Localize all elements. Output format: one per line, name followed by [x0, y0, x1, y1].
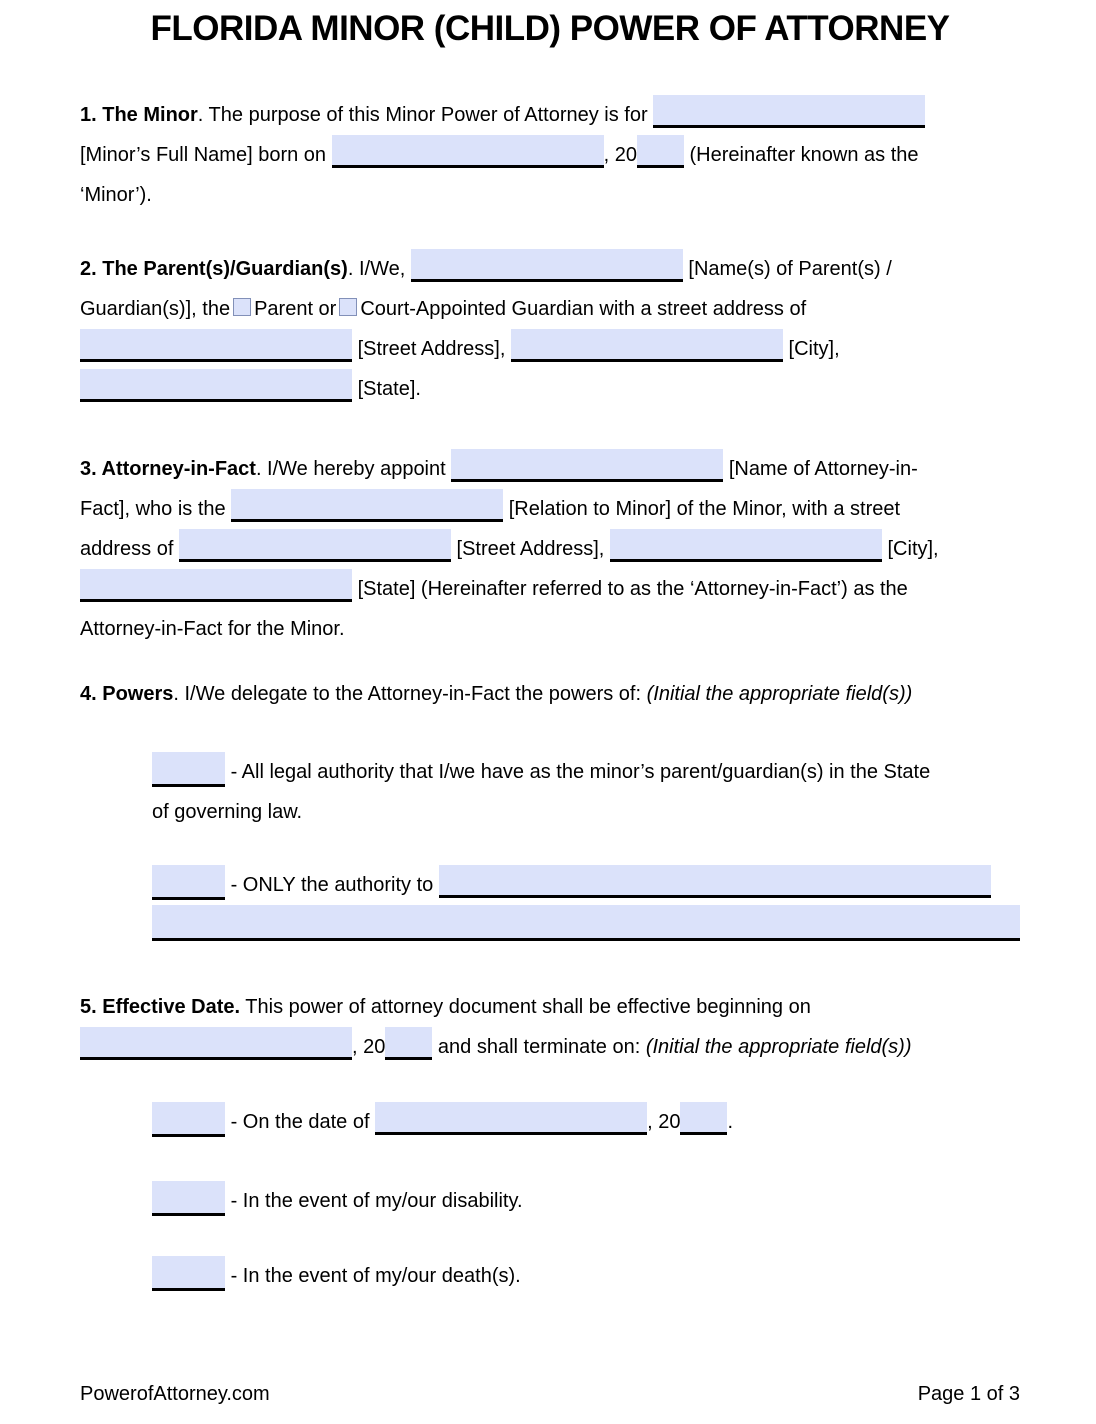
attorney-name-field[interactable] — [451, 449, 723, 482]
text-line — [80, 987, 1020, 1027]
document-title: FLORIDA MINOR (CHILD) POWER OF ATTORNEY — [150, 9, 950, 48]
parent-checkbox[interactable] — [233, 298, 251, 316]
effective-date-field[interactable] — [80, 1027, 352, 1060]
body-text: - In the event of my/our disability. — [230, 1190, 523, 1212]
text-line — [152, 792, 1020, 832]
text-line — [152, 905, 1020, 948]
text-line — [80, 289, 1020, 329]
terminate-date-initial-field[interactable] — [152, 1102, 225, 1137]
body-text: Fact], who is the — [80, 498, 226, 520]
body-text: of governing law. — [152, 801, 303, 823]
text-line — [152, 1102, 1020, 1142]
body-text: , 20 — [352, 1036, 386, 1058]
text-line — [80, 529, 1020, 569]
body-text: Guardian(s)], the — [80, 298, 231, 320]
body-text: Attorney-in-Fact for the Minor. — [80, 618, 345, 640]
body-text: - In the event of my/our death(s). — [230, 1265, 521, 1287]
text-line — [80, 369, 1020, 409]
body-text: [Street Address], — [456, 538, 605, 560]
body-text: . I/We hereby appoint — [255, 458, 446, 480]
terminate-date-field[interactable] — [375, 1102, 647, 1135]
section-the-minor — [80, 95, 1020, 215]
text-line — [80, 569, 1020, 609]
body-text: [Relation to Minor] of the Minor, with a street — [508, 498, 901, 520]
attorney-state-field[interactable] — [80, 569, 352, 602]
court-appointed-guardian-checkbox[interactable] — [339, 298, 357, 316]
body-text: - All legal authority that I/we have as the minor’s parent/guardian(s) in the State — [230, 761, 931, 783]
terminate-option-disability — [152, 1181, 1020, 1221]
body-text: [City], — [887, 538, 939, 560]
text-line — [80, 674, 1020, 714]
text-line — [80, 449, 1020, 489]
only-authority-field[interactable] — [439, 865, 991, 898]
powers-option-all-authority — [152, 752, 1020, 832]
text-line — [80, 135, 1020, 175]
powers-all-initial-field[interactable] — [152, 752, 225, 787]
text-line — [80, 1027, 1020, 1067]
page-indicator: Page 1 of 3 — [917, 1383, 1020, 1405]
text-line — [80, 175, 1020, 215]
text-line — [80, 249, 1020, 289]
body-text: - On the date of — [230, 1111, 370, 1133]
instruction-text: (Initial the appropriate field(s)) — [646, 683, 913, 705]
parents-city-field[interactable] — [511, 329, 783, 362]
body-text: Parent or — [254, 298, 337, 320]
section-heading-minor: 1. The Minor — [80, 104, 198, 126]
section-effective-date — [80, 987, 1020, 1067]
body-text: ‘Minor’). — [80, 184, 152, 206]
minor-birth-date-field[interactable] — [332, 135, 604, 168]
body-text: [City], — [788, 338, 840, 360]
attorney-relation-field[interactable] — [231, 489, 503, 522]
body-text: - ONLY the authority to — [230, 874, 434, 896]
attorney-street-address-field[interactable] — [179, 529, 451, 562]
body-text: , 20 — [603, 144, 637, 166]
body-text: . I/We, — [347, 258, 406, 280]
minor-name-field[interactable] — [653, 95, 925, 128]
body-text: [State]. — [357, 378, 421, 400]
body-text: and shall terminate on: — [437, 1036, 641, 1058]
body-text: This power of attorney document shall be effective beginning on — [245, 996, 811, 1018]
section-heading-effective-date: 5. Effective Date. — [80, 996, 241, 1018]
text-line — [152, 865, 1020, 905]
body-text: (Hereinafter known as the — [689, 144, 919, 166]
minor-birth-year-field[interactable] — [637, 135, 684, 168]
body-text: Court-Appointed Guardian with a street address of — [360, 298, 807, 320]
footer-site-name: PowerofAttorney.com — [80, 1383, 270, 1405]
text-line — [80, 95, 1020, 135]
instruction-text: (Initial the appropriate field(s)) — [645, 1036, 912, 1058]
powers-only-initial-field[interactable] — [152, 865, 225, 900]
text-line — [80, 489, 1020, 529]
body-text: [Name(s) of Parent(s) / — [688, 258, 892, 280]
section-heading-attorney: 3. Attorney-in-Fact — [80, 458, 256, 480]
section-attorney-in-fact — [80, 449, 1020, 649]
body-text: [Minor’s Full Name] born on — [80, 144, 327, 166]
parents-street-address-field[interactable] — [80, 329, 352, 362]
text-line — [152, 1256, 1020, 1296]
body-text: [Street Address], — [357, 338, 506, 360]
body-text: . The purpose of this Minor Power of Attorney is for — [197, 104, 648, 126]
powers-option-only-authority — [152, 865, 1020, 948]
text-line — [152, 752, 1020, 792]
death-initial-field[interactable] — [152, 1256, 225, 1291]
text-line — [152, 1181, 1020, 1221]
section-parents-guardians — [80, 249, 1020, 409]
parents-names-field[interactable] — [411, 249, 683, 282]
body-text: [Name of Attorney-in- — [728, 458, 918, 480]
effective-year-field[interactable] — [385, 1027, 432, 1060]
body-text: , 20 — [647, 1111, 681, 1133]
only-authority-continued-field[interactable] — [152, 905, 1020, 941]
section-heading-powers: 4. Powers — [80, 683, 174, 705]
terminate-year-field[interactable] — [680, 1102, 727, 1135]
body-text: . — [727, 1111, 734, 1133]
section-powers — [80, 674, 1020, 714]
body-text: . I/We delegate to the Attorney-in-Fact the powers of: — [173, 683, 642, 705]
terminate-option-date — [152, 1102, 1020, 1142]
body-text: [State] (Hereinafter referred to as the ‘Attorney-in-Fact’) as the — [357, 578, 908, 600]
text-line — [80, 329, 1020, 369]
section-heading-parents: 2. The Parent(s)/Guardian(s) — [80, 258, 348, 280]
disability-initial-field[interactable] — [152, 1181, 225, 1216]
attorney-city-field[interactable] — [610, 529, 882, 562]
text-line — [80, 609, 1020, 649]
terminate-option-death — [152, 1256, 1020, 1296]
page-footer — [80, 1381, 1020, 1407]
body-text: address of — [80, 538, 174, 560]
parents-state-field[interactable] — [80, 369, 352, 402]
